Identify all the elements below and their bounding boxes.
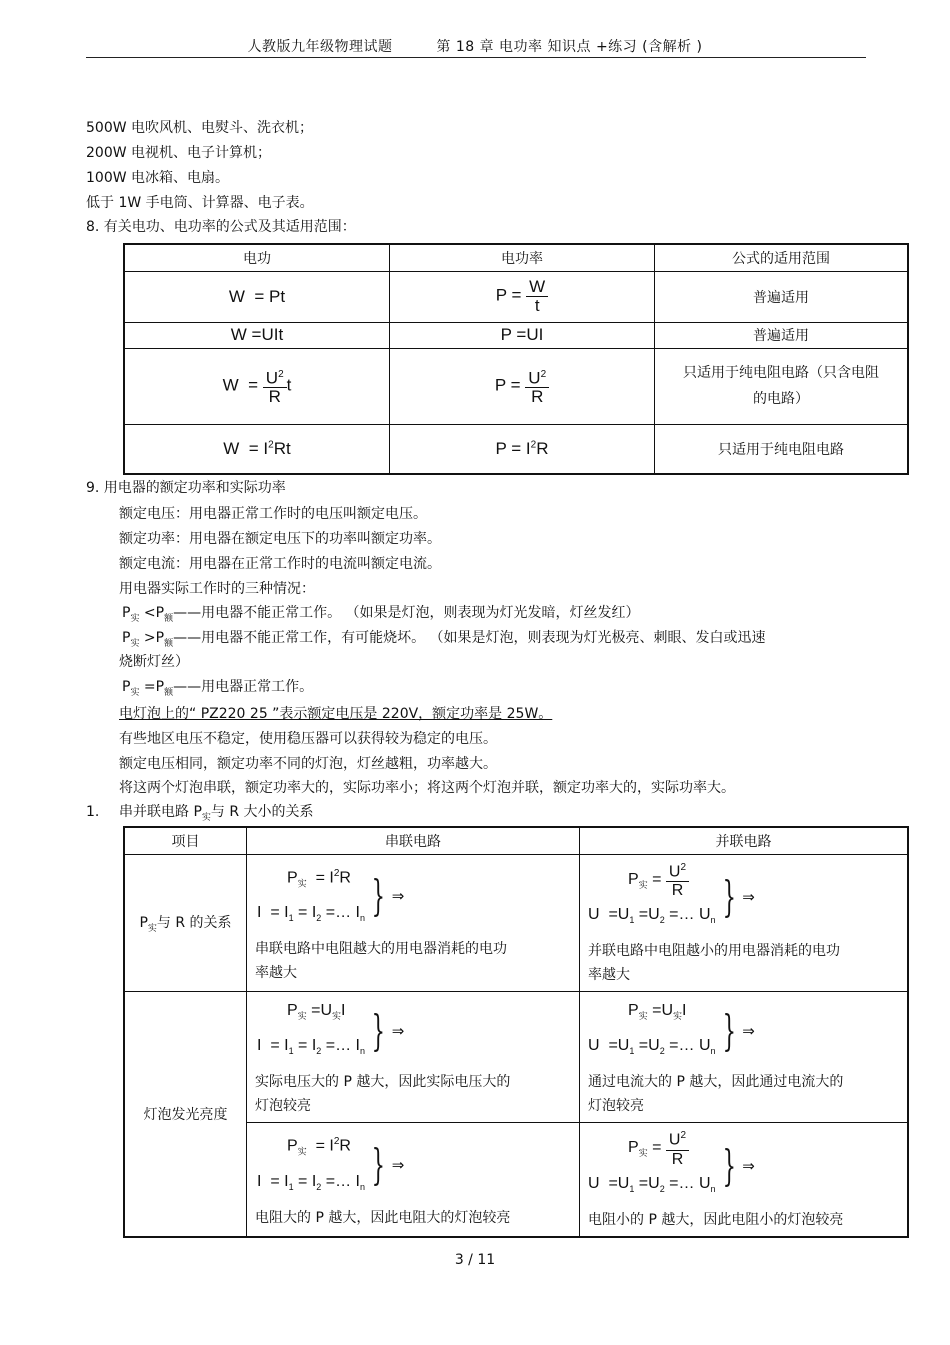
formula-p-w-t: P = $\frac{W}{t}$ [390, 271, 655, 322]
col-header-scope: 公式的适用范围 [655, 244, 909, 271]
header-chapter: 第 18 章 电功率 知识点 +练习 (含解析 ) [436, 39, 703, 55]
brace-icon: } [371, 870, 386, 920]
scope-3-line2: 的电路） [753, 391, 809, 407]
section1-title-pre: 串并联电路 P [119, 804, 202, 820]
case-greater-text: ——用电器不能正常工作，有可能烧坏。 （如果是灯泡，则表现为灯光极亮、刺眼、发白或迅速 [173, 630, 766, 646]
series-brightness-cell-2: $P_实 = I^2R$ $I = I_1 = I_2$ =… $I_n$ } ⇒ 电阻大的 P 越大，因此电阻大的灯泡较亮 [247, 1123, 580, 1237]
scope-2: 普遍适用 [655, 322, 909, 348]
parallel-p-r-cell: $P_实$ = $\frac{U^2}{R}$ $U =U_1 =U_2$ =… $U_n$ } ⇒ 并联电路中电阻越小的用电器消耗的电功 率越大 [580, 854, 909, 992]
case-less-text: ——用电器不能正常工作。 （如果是灯泡，则表现为灯光发暗，灯丝发红） [173, 605, 640, 621]
brace-icon: } [371, 1139, 386, 1189]
col-header-series: 串联电路 [247, 827, 580, 854]
col-header-power: 电功率 [390, 244, 655, 271]
parallel-brightness-cell-2: $P_实$ = $\frac{U^2}{R}$ $U =U_1 =U_2$ =… $U_n$ } ⇒ 电阻小的 P 越大，因此电阻小的灯泡较亮 [580, 1123, 909, 1237]
case-less: $P_实$ $<P_额——$用电器不能正常工作。 （如果是灯泡，则表现为灯光发暗，灯丝发红） [122, 605, 640, 624]
series-note3: 电阻大的 P 越大，因此电阻大的灯泡较亮 [255, 1210, 511, 1227]
rated-power-line: 额定功率：用电器在额定电压下的功率叫额定功率。 [119, 531, 441, 547]
header-title: 人教版九年级物理试题 [247, 39, 393, 55]
formula-w-i2rt: $W = I^2Rt$ [124, 424, 390, 474]
case-equal-text: ——用电器正常工作。 [173, 679, 314, 695]
parallel-note2a: 通过电流大的 P 越大，因此通过电流大的 [588, 1074, 844, 1091]
series-note1b: 率越大 [255, 965, 297, 982]
power-example-1: 500W 电吹风机、电熨斗、洗衣机； [86, 120, 314, 136]
row-brightness-label: 灯泡发光亮度 [124, 992, 247, 1237]
formula-p-u2-r: P = $\frac{U^2}{R}$ [390, 348, 655, 424]
formula-p-ui: P =UI [390, 322, 655, 348]
implies-arrow-icon: ⇒ [742, 1022, 755, 1041]
formula-w-u2t-r: W = $\frac{U^2}{R}$ t [124, 348, 390, 424]
implies-arrow-icon: ⇒ [391, 1155, 405, 1174]
series-note2b: 灯泡较亮 [255, 1098, 311, 1115]
parallel-brightness-cell-1: $P_实 =U_实I$ $U =U_1 =U_2$ =… $U_n$ } ⇒ 通过电流大的 P 越大，因此通过电流大的 灯泡较亮 [580, 992, 909, 1123]
case-equal: $P_实$ $=P_额——$用电器正常工作。 [122, 679, 314, 698]
section1-title [119, 802, 314, 828]
formula-p-i2r: $P = I^2R$ [390, 424, 655, 474]
section1-title-post: 与 R 大小的关系 [210, 804, 314, 820]
three-cases-line: 用电器实际工作时的三种情况： [119, 581, 315, 597]
parallel-note1a: 并联电路中电阻越小的用电器消耗的电功 [588, 943, 840, 960]
parallel-note3: 电阻小的 P 越大，因此电阻小的灯泡较亮 [588, 1211, 844, 1228]
row-p-r-label-text: 与 R 的关系 [156, 914, 232, 931]
scope-1: 普遍适用 [655, 271, 909, 322]
col-header-item: 项目 [124, 827, 247, 854]
section9-title: 9. 用电器的额定功率和实际功率 [86, 480, 286, 496]
brace-icon: } [722, 871, 736, 921]
formula-w-pt: W = Pt [124, 271, 390, 322]
parallel-note2b: 灯泡较亮 [588, 1098, 644, 1115]
power-example-2: 200W 电视机、电子计算机； [86, 145, 272, 161]
header-rule [86, 57, 866, 58]
case-greater-cont: 烧断灯丝） [119, 654, 189, 670]
series-brightness-cell-1: $P_实 =U_实I$ $I = I_1 = I_2$ =… $I_n$ } ⇒ 实际电压大的 P 越大，因此实际电压大的 灯泡较亮 [247, 992, 580, 1123]
col-header-parallel: 并联电路 [580, 827, 909, 854]
scope-3-line1: 只适用于纯电阻电路（只含电阻 [683, 365, 879, 381]
power-example-4: 低于 1W 手电筒、计算器、电子表。 [86, 195, 314, 211]
implies-arrow-icon: ⇒ [391, 886, 405, 905]
series-p-r-cell: $P_实 = I^2R$ $I = I_1 = I_2$ =… $I_n$ } ⇒ 串联电路中电阻越大的用电器消耗的电功 率越大 [247, 854, 580, 992]
rated-voltage-line: 额定电压：用电器正常工作时的电压叫额定电压。 [119, 506, 427, 522]
case-greater: $P_实$ $>P_额——$用电器不能正常工作，有可能烧坏。 （如果是灯泡，则表现为灯光极亮、刺眼、发白或迅速 [122, 630, 766, 649]
scope-3 [655, 348, 909, 424]
formula-table [123, 243, 909, 475]
brace-icon: } [722, 1006, 736, 1056]
implies-arrow-icon: ⇒ [742, 887, 755, 906]
brace-icon: } [371, 1006, 386, 1056]
section1-number: 1. [86, 804, 100, 820]
implies-arrow-icon: ⇒ [742, 1156, 755, 1175]
col-header-work: 电功 [124, 244, 390, 271]
power-example-3: 100W 电冰箱、电扇。 [86, 170, 230, 186]
parallel-note1b: 率越大 [588, 967, 630, 984]
section1-title-sub: 实 [201, 812, 211, 823]
rated-current-line: 额定电流：用电器在正常工作时的电流叫额定电流。 [119, 556, 441, 572]
series-parallel-line: 将这两个灯泡串联，额定功率大的，实际功率小；将这两个灯泡并联，额定功率大的，实际功率大。 [119, 780, 735, 796]
scope-4: 只适用于纯电阻电路 [655, 424, 909, 474]
page-number: 3 / 11 [454, 1252, 496, 1268]
brace-icon: } [722, 1140, 736, 1190]
series-note1a: 串联电路中电阻越大的用电器消耗的电功 [255, 941, 507, 958]
row-p-r-label: $P_实$与 R 的关系 [124, 854, 247, 992]
section8-title: 8. 有关电功、电功率的公式及其适用范围： [86, 219, 356, 235]
filament-line: 额定电压相同，额定功率不同的灯泡，灯丝越粗，功率越大。 [119, 756, 497, 772]
page-header [0, 36, 950, 56]
formula-w-uit: W =UIt [124, 322, 390, 348]
series-parallel-table [123, 826, 909, 1238]
series-note2a: 实际电压大的 P 越大，因此实际电压大的 [255, 1074, 511, 1091]
bulb-label-line: 电灯泡上的“ PZ220 25 ”表示额定电压是 220V，额定功率是 25W。 [119, 706, 553, 722]
stabilizer-line: 有些地区电压不稳定，使用稳压器可以获得较为稳定的电压。 [119, 731, 497, 747]
implies-arrow-icon: ⇒ [391, 1022, 405, 1041]
